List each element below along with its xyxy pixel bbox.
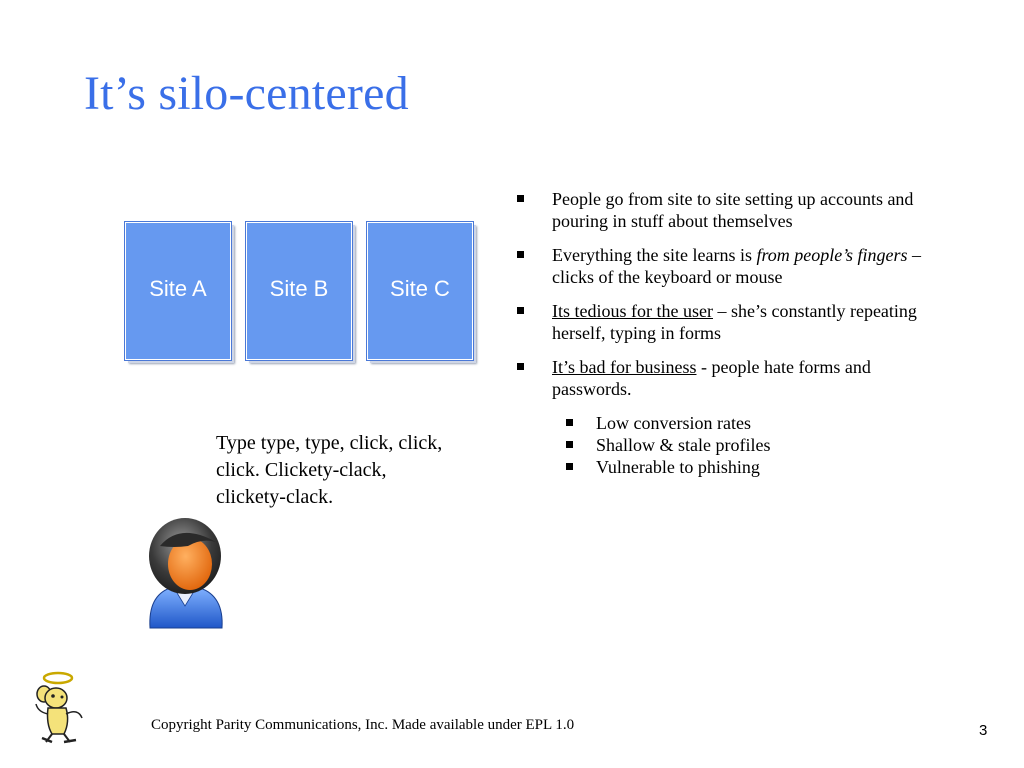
bullet-text: Everything the site learns is: [552, 245, 757, 265]
sub-bullet-text: Low conversion rates: [596, 413, 751, 433]
sub-bullet-text: Shallow & stale profiles: [596, 435, 771, 455]
page-number: 3: [979, 722, 988, 739]
bullet-square-icon: [517, 307, 524, 314]
bullet-square-icon: [566, 463, 573, 470]
site-a-box: [125, 222, 231, 360]
bullet-item: [512, 300, 932, 344]
bullet-square-icon: [517, 195, 524, 202]
sub-bullet-item: [512, 412, 932, 434]
sub-bullet-item: [512, 456, 932, 478]
bullet-square-icon: [517, 251, 524, 258]
slide-title: It’s silo-centered: [84, 67, 409, 120]
sub-bullet-text: Vulnerable to phishing: [596, 457, 760, 477]
sub-bullet-list: [552, 412, 932, 478]
bullet-square-icon: [517, 363, 524, 370]
mouse-mascot-logo: [26, 668, 90, 748]
user-person-icon: [140, 516, 230, 632]
bullet-text: - people hate forms and passwords.: [552, 357, 871, 399]
bullet-underlined: It’s bad for business: [552, 357, 697, 377]
sub-bullet-item: [512, 434, 932, 456]
copyright-footer: Copyright Parity Communications, Inc. Made available under EPL 1.0: [151, 717, 575, 733]
bullet-square-icon: [566, 441, 573, 448]
bullet-text: – she’s constantly repeating herself, typing in forms: [552, 301, 917, 343]
bullet-square-icon: [566, 419, 573, 426]
site-b-label: Site B: [269, 276, 329, 301]
site-c-box: [367, 222, 473, 360]
typing-caption: Type type, type, click, click, click. Clickety-clack, clickety-clack.: [216, 432, 443, 508]
bullet-item: [512, 356, 932, 478]
bullet-emphasis: from people’s fingers: [756, 245, 908, 265]
site-a-label: Site A: [149, 276, 207, 301]
bullet-list: [512, 188, 932, 490]
bullet-text: People go from site to site setting up accounts and pouring in stuff about themselves: [552, 189, 914, 231]
bullet-text: – clicks of the keyboard or mouse: [552, 245, 921, 287]
bullet-underlined: Its tedious for the user: [552, 301, 713, 321]
site-b-box: [246, 222, 352, 360]
bullet-item: [512, 244, 932, 288]
bullet-item: [512, 188, 932, 232]
site-c-label: Site C: [390, 276, 450, 301]
